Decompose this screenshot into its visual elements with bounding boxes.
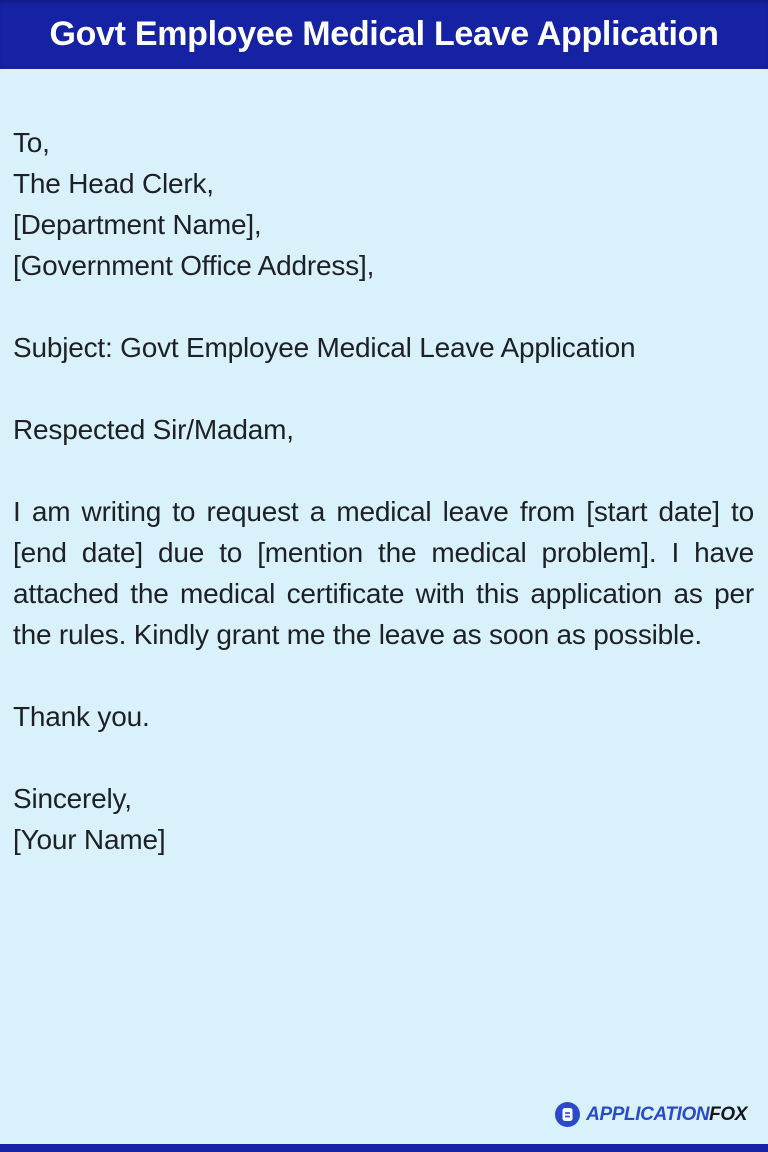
subject-line: Subject: Govt Employee Medical Leave Application <box>13 332 636 363</box>
title-bar <box>0 0 768 72</box>
recipient-line: To, <box>13 127 50 158</box>
recipient-line: The Head Clerk, <box>13 168 214 199</box>
document-icon <box>555 1102 580 1127</box>
salutation: Respected Sir/Madam, <box>13 414 294 445</box>
signoff-block <box>13 778 754 860</box>
recipient-line: [Government Office Address], <box>13 250 375 281</box>
brand-name <box>586 1104 747 1126</box>
closing-thanks: Thank you. <box>13 701 150 732</box>
brand-name-primary: APPLICATION <box>586 1103 710 1125</box>
signoff-line: Sincerely, <box>13 783 132 814</box>
page-title: Govt Employee Medical Leave Application <box>49 15 719 53</box>
bottom-border-strip <box>0 1144 768 1152</box>
recipient-line: [Department Name], <box>13 209 262 240</box>
body-paragraph: I am writing to request a medical leave from [start date] to [end date] due to [mention the medical problem]. I have attached the medical certificate with this application as per the rules. Kindly grant me the leave as soon as possible. <box>13 496 754 650</box>
brand-logo <box>555 1102 747 1127</box>
letter-body <box>0 75 768 860</box>
brand-name-secondary: FOX <box>709 1103 747 1125</box>
signature-placeholder: [Your Name] <box>13 824 166 855</box>
recipient-block <box>13 122 754 286</box>
